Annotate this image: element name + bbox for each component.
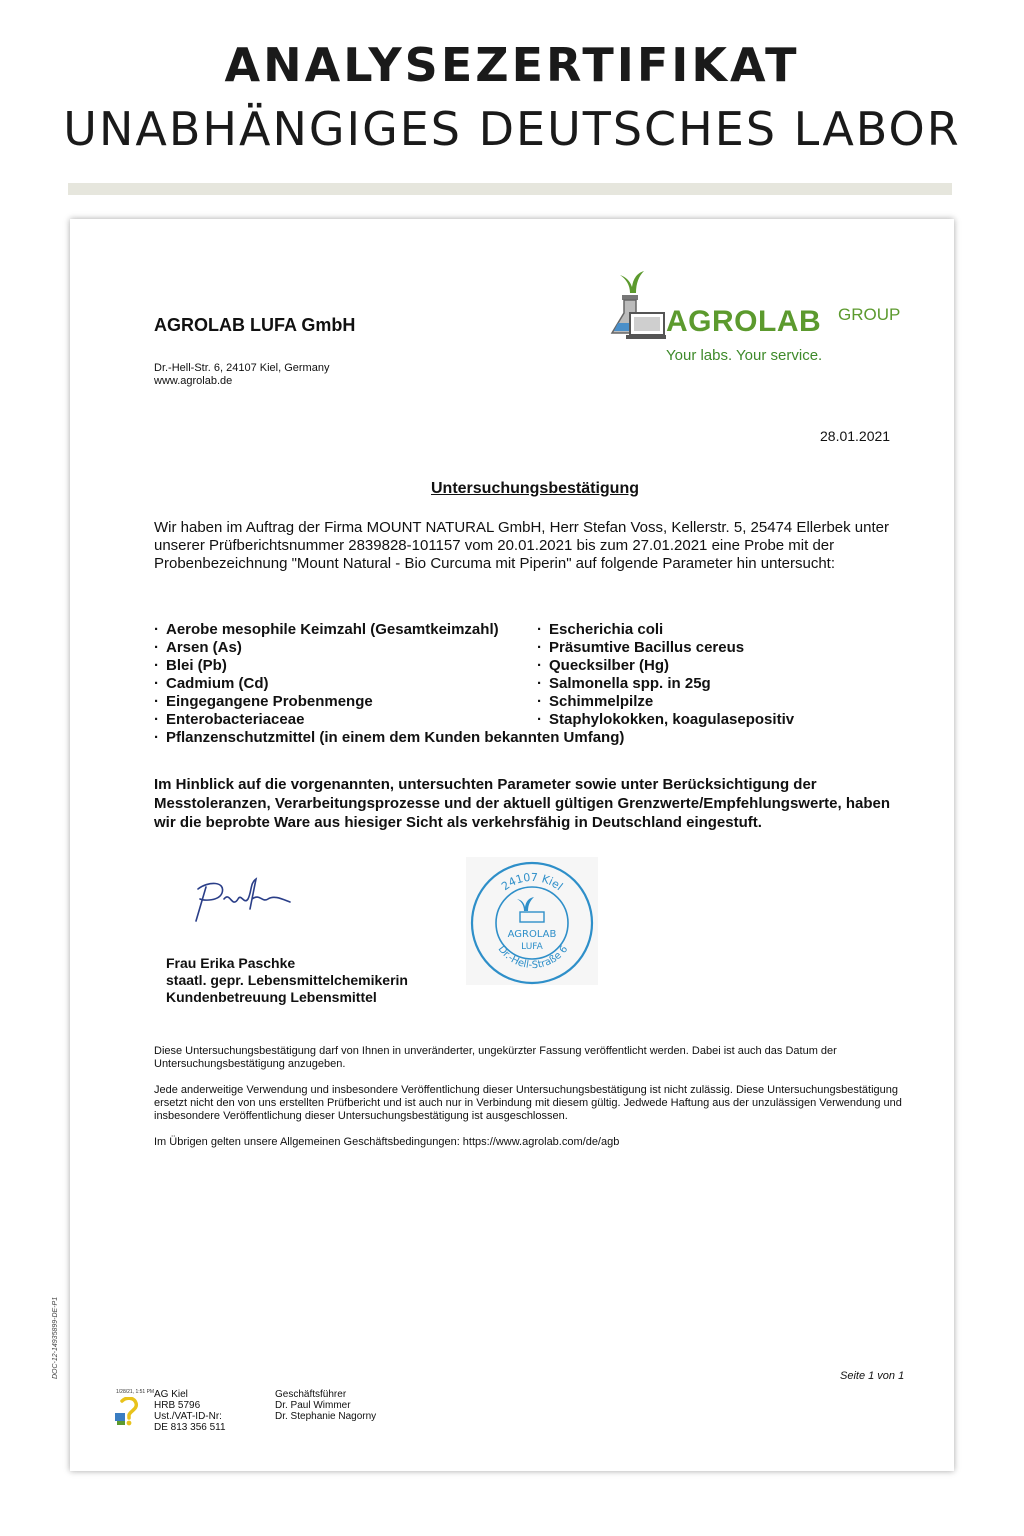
conclusion-paragraph: Im Hinblick auf die vorgenannten, untersuchten Parameter sowie unter Berücksichtigung der Messtoleranzen, Verarbeitungsprozesse und der aktuell gültigen Grenzwerte/Empfehlungswerte, haben wir die beprobte Ware aus hiesiger Sicht als verkehrsfähig in Deutschland eingestuft. bbox=[154, 776, 891, 831]
note-paragraph: Diese Untersuchungsbestätigung darf von Ihnen in unveränderter, ungekürzter Fassung veröffentlicht werden. Dabei ist auch das Datum der Untersuchungsbestätigung anzugeben. bbox=[154, 1045, 837, 1070]
lab-flask-icon bbox=[606, 267, 666, 347]
document-code: DOC-12-14935899-DE-P1 bbox=[52, 1296, 59, 1379]
parameter-item: · Cadmium (Cd) bbox=[166, 675, 269, 692]
registry-line: HRB 5796 bbox=[154, 1400, 201, 1411]
parameter-item: · Präsumtive Bacillus cereus bbox=[549, 639, 744, 656]
svg-text:LUFA: LUFA bbox=[521, 942, 543, 952]
website-link[interactable]: www.agrolab.de bbox=[154, 375, 233, 387]
registry-info bbox=[154, 1389, 226, 1433]
parameter-item: · Aerobe mesophile Keimzahl (Gesamtkeimzahl) bbox=[166, 621, 499, 638]
print-timestamp: 1/28/21, 1:51 PM bbox=[116, 1389, 155, 1395]
page-title: ANALYSEZERTIFIKAT bbox=[224, 38, 800, 92]
company-address bbox=[154, 362, 329, 388]
logo-group-label: GROUP bbox=[838, 305, 901, 324]
parameter-item: · Arsen (As) bbox=[166, 639, 242, 656]
signer-department: Kundenbetreuung Lebensmittel bbox=[166, 989, 377, 1005]
parameter-item: · Enterobacteriaceae bbox=[166, 711, 304, 728]
logo-wordmark: AGROLAB bbox=[666, 305, 822, 338]
certificate-document bbox=[52, 219, 954, 1471]
parameter-item: · Blei (Pb) bbox=[166, 657, 227, 674]
parameter-item: · Salmonella spp. in 25g bbox=[549, 675, 711, 692]
signer-name: Frau Erika Paschke bbox=[166, 955, 296, 971]
official-stamp bbox=[466, 857, 598, 985]
svg-text:24107 Kiel: 24107 Kiel bbox=[499, 870, 566, 894]
note-paragraph: Im Übrigen gelten unsere Allgemeinen Geschäftsbedingungen: https://www.agrolab.com/de/agb bbox=[154, 1136, 620, 1148]
registry-line: AG Kiel bbox=[154, 1389, 188, 1400]
signer-block bbox=[166, 955, 408, 1006]
logo-tagline: Your labs. Your service. bbox=[666, 347, 823, 364]
management-info bbox=[275, 1389, 376, 1422]
header-divider bbox=[68, 183, 952, 195]
agrolab-logo bbox=[606, 267, 906, 377]
registry-line: DE 813 356 511 bbox=[154, 1422, 226, 1433]
accreditation-icon bbox=[114, 1397, 142, 1427]
stamp-seal-icon bbox=[466, 857, 598, 985]
parameter-item: · Quecksilber (Hg) bbox=[549, 657, 669, 674]
note-paragraph: Jede anderweitige Verwendung und insbesondere Veröffentlichung dieser Untersuchungsbestätigung ist nicht zulässig. Diese Untersuchungsbestätigung ersetzt nicht den von uns erstellten Prüfbericht und ist auch nur in Verbindung mit diesem gültig. Jedwede Haftung aus der unzulässigen Verwendung und insbesondere Veröffentlichung dieser Untersuchungsbestätigung ist ausgeschlossen. bbox=[154, 1084, 902, 1122]
management-line: Geschäftsführer bbox=[275, 1389, 347, 1400]
intro-paragraph: Wir haben im Auftrag der Firma MOUNT NATURAL GmbH, Herr Stefan Voss, Kellerstr. 5, 25474 Ellerbek unter unserer Prüfberichtsnummer 2839828-101157 vom 20.01.2021 bis zum 27.01.2021 eine Probe mit der Probenbezeichnung "Mount Natural - Bio Curcuma mit Piperin" auf folgende Parameter hin untersucht: bbox=[154, 519, 889, 572]
parameter-item: · Staphylokokken, koagulasepositiv bbox=[549, 711, 794, 728]
company-name: AGROLAB LUFA GmbH bbox=[154, 315, 356, 335]
page-number: Seite 1 von 1 bbox=[840, 1370, 905, 1382]
management-line: Dr. Stephanie Nagorny bbox=[275, 1411, 377, 1422]
legal-notes bbox=[154, 1045, 914, 1162]
svg-text:Dr.-Hell-Straße 6: Dr.-Hell-Straße 6 bbox=[495, 943, 571, 972]
parameter-item: · Escherichia coli bbox=[549, 621, 663, 638]
address-line: Dr.-Hell-Str. 6, 24107 Kiel, Germany bbox=[154, 362, 330, 374]
svg-text:AGROLAB: AGROLAB bbox=[507, 929, 557, 940]
parameter-item: · Eingegangene Probenmenge bbox=[166, 693, 373, 710]
signer-title: staatl. gepr. Lebensmittelchemikerin bbox=[166, 972, 408, 988]
page-subtitle: UNABHÄNGIGES DEUTSCHES LABOR bbox=[63, 102, 961, 156]
document-heading: Untersuchungsbestätigung bbox=[430, 480, 639, 497]
handwritten-signature bbox=[186, 869, 306, 929]
parameter-item: · Pflanzenschutzmittel (in einem dem Kunden bekannten Umfang) bbox=[166, 729, 624, 746]
document-date: 28.01.2021 bbox=[820, 428, 891, 444]
registry-line: Ust./VAT-ID-Nr: bbox=[154, 1411, 222, 1422]
management-line: Dr. Paul Wimmer bbox=[275, 1400, 351, 1411]
parameter-item: · Schimmelpilze bbox=[549, 693, 653, 710]
